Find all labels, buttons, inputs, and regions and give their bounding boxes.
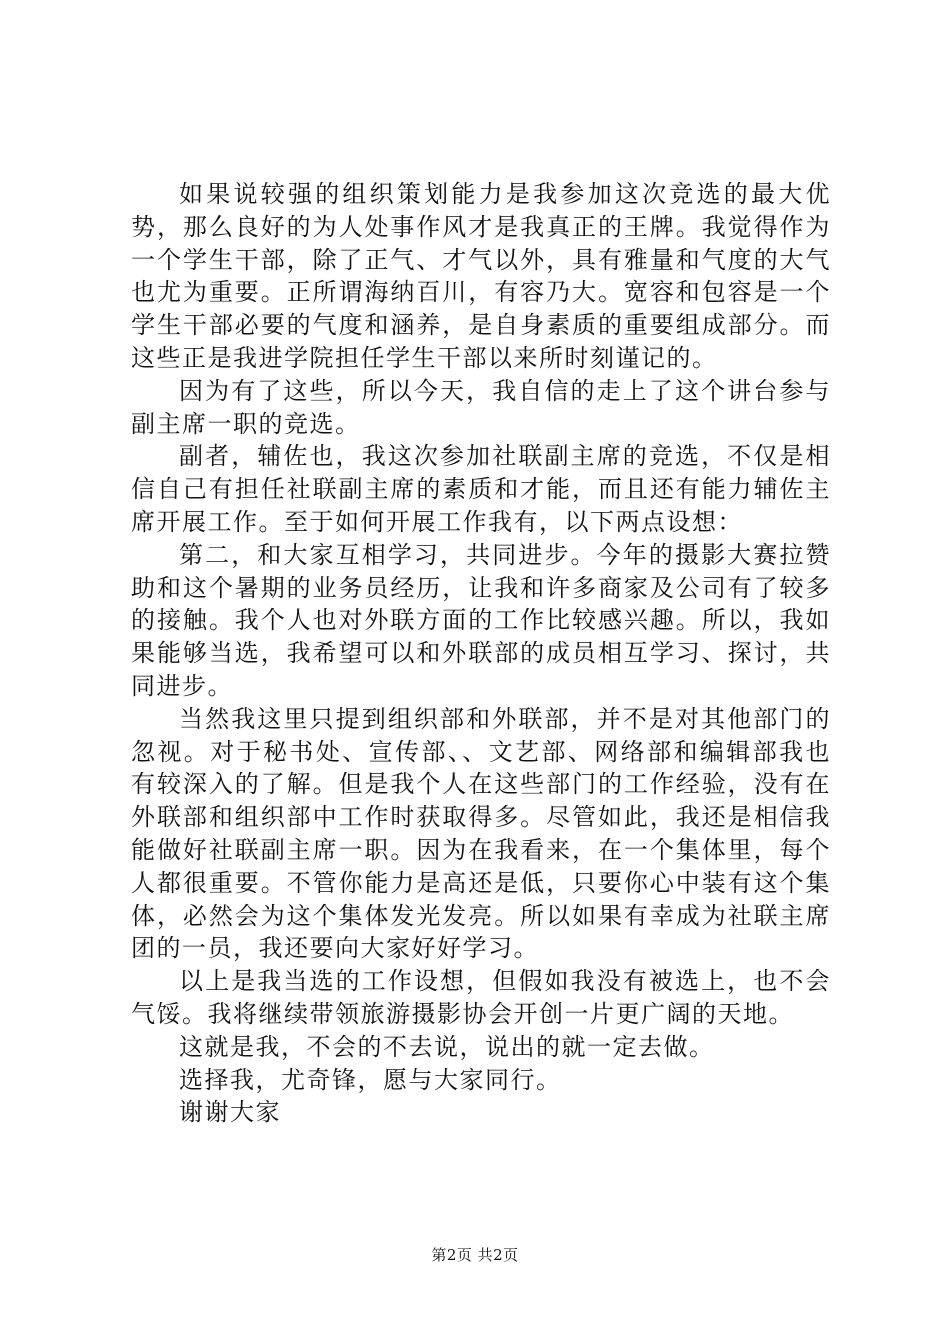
paragraph-7: 这就是我，不会的不去说，说出的就一定去做。 — [179, 1032, 715, 1061]
paragraph-8: 选择我，尤奇锋，愿与大家同行。 — [179, 1065, 562, 1094]
paragraph-5: 当然我这里只提到组织部和外联部，并不是对其他部门的忽视。对于秘书处、宣传部、、文艺部、网络部和编辑部我也有较深入的了解。但是我个人在这些部门的工作经验，没有在外联部和组织部中工作时获取得多。尽管如此，我还是相信我能做好社联副主席一职。因为在我看来，在一个集体里，每个人都很重要。不管你能力是高还是低，只要你心中装有这个集体，必然会为这个集体发光发亮。所以如果有幸成为社联主席团的一员，我还要向大家好好学习。 — [131, 704, 831, 963]
document-body — [131, 178, 831, 1129]
page-number-footer: 第2页 共2页 — [431, 1246, 519, 1264]
paragraph-1: 如果说较强的组织策划能力是我参加这次竞选的最大优势，那么良好的为人处事作风才是我真正的王牌。我觉得作为一个学生干部，除了正气、才气以外，具有雅量和气度的大气也尤为重要。正所谓海纳百川，有容乃大。宽容和包容是一个学生干部必要的气度和涵养，是自身素质的重要组成部分。而这些正是我进学院担任学生干部以来所时刻谨记的。 — [131, 180, 831, 372]
paragraph-3: 副者，辅佐也，我这次参加社联副主席的竞选，不仅是相信自己有担任社联副主席的素质和才能，而且还有能力辅佐主席开展工作。至于如何开展工作我有，以下两点设想： — [131, 442, 831, 536]
paragraph-4: 第二，和大家互相学习，共同进步。今年的摄影大赛拉赞助和这个暑期的业务员经历，让我和许多商家及公司有了较多的接触。我个人也对外联方面的工作比较感兴趣。所以，我如果能够当选，我希望可以和外联部的成员相互学习、探讨，共同进步。 — [131, 540, 831, 700]
paragraph-9: 谢谢大家 — [179, 1098, 281, 1127]
paragraph-6: 以上是我当选的工作设想，但假如我没有被选上，也不会气馁。我将继续带领旅游摄影协会开创一片更广阔的天地。 — [131, 967, 831, 1028]
paragraph-2: 因为有了这些，所以今天，我自信的走上了这个讲台参与副主席一职的竞选。 — [131, 376, 831, 438]
